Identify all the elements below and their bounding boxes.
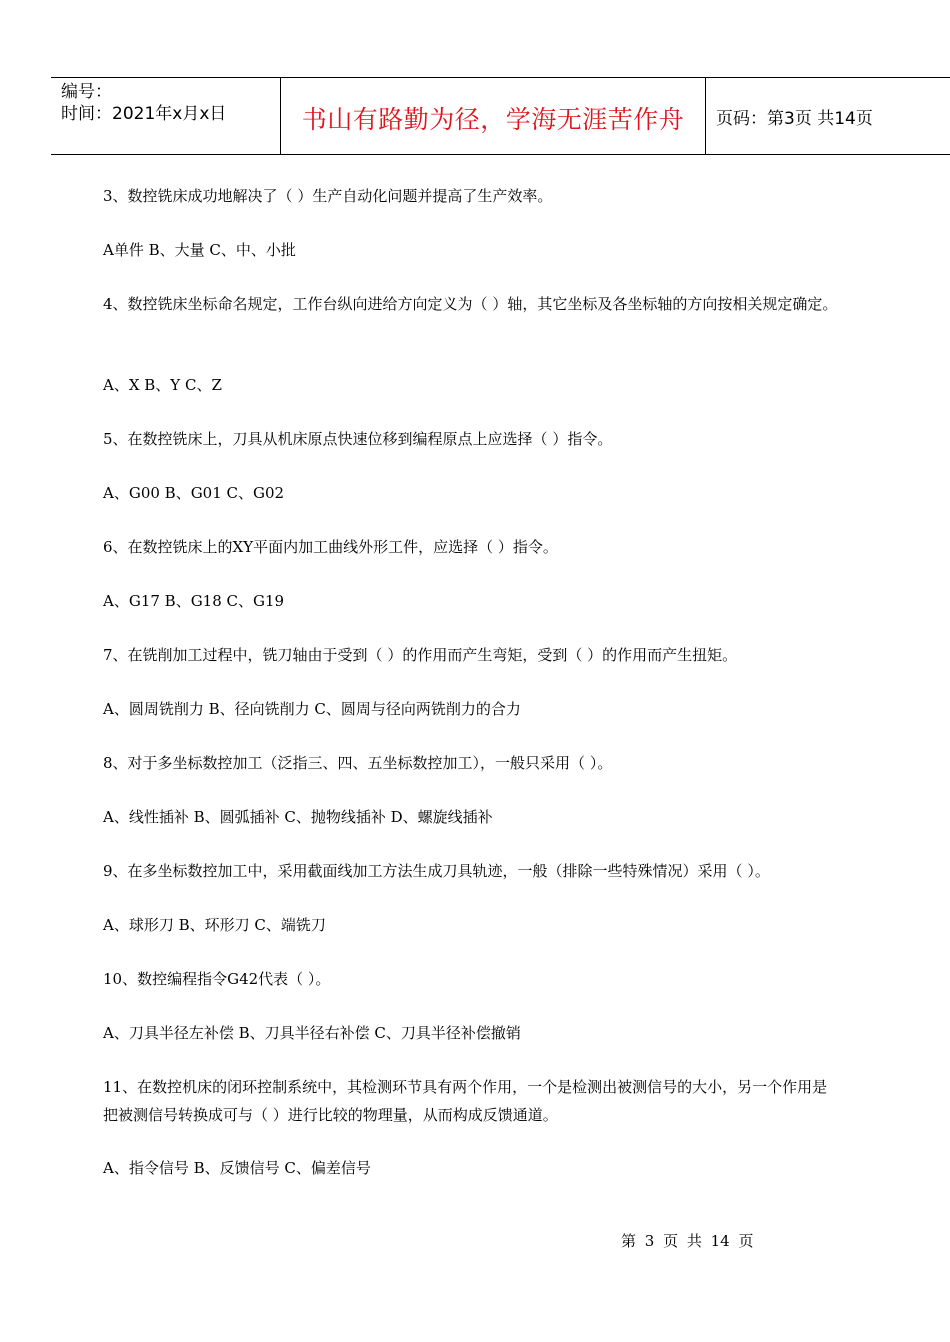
- question-10: 10、数控编程指令G42代表（ ）。: [103, 970, 331, 988]
- header-page-info: 页码：第3页 共14页: [716, 108, 873, 129]
- document-time: 时间：2021年x月x日: [61, 104, 227, 124]
- page-footer: 第 3 页 共 14 页: [621, 1232, 754, 1250]
- question-8: 8、对于多坐标数控加工（泛指三、四、五坐标数控加工），一般只采用（ ）。: [103, 754, 613, 772]
- header-motto: 书山有路勤为径，学海无涯苦作舟: [280, 78, 706, 154]
- options-7: A、圆周铣削力 B、径向铣削力 C、圆周与径向两铣削力的合力: [103, 700, 521, 718]
- header-meta: [51, 78, 280, 154]
- question-7: 7、在铣削加工过程中，铣刀轴由于受到（ ）的作用而产生弯矩，受到（ ）的作用而产生扭矩。: [103, 646, 738, 664]
- question-6: 6、在数控铣床上的XY平面内加工曲线外形工件，应选择（ ）指令。: [103, 538, 558, 556]
- options-8: A、线性插补 B、圆弧插补 C、抛物线插补 D、螺旋线插补: [103, 808, 493, 826]
- options-9: A、球形刀 B、环形刀 C、端铣刀: [103, 916, 326, 934]
- question-11-line1: 11、在数控机床的闭环控制系统中，其检测环节具有两个作用，一个是检测出被测信号的大小，另一个作用是: [103, 1078, 828, 1096]
- options-3: A单件 B、大量 C、中、小批: [103, 241, 296, 259]
- options-10: A、刀具半径左补偿 B、刀具半径右补偿 C、刀具半径补偿撤销: [103, 1024, 521, 1042]
- question-11-line2: 把被测信号转换成可与（ ）进行比较的物理量，从而构成反馈通道。: [103, 1106, 558, 1124]
- document-number-label: 编号：: [61, 82, 112, 102]
- question-4: 4、数控铣床坐标命名规定，工作台纵向进给方向定义为（ ）轴，其它坐标及各坐标轴的方向按相关规定确定。: [103, 295, 838, 313]
- options-11: A、指令信号 B、反馈信号 C、偏差信号: [103, 1159, 371, 1177]
- question-9: 9、在多坐标数控加工中，采用截面线加工方法生成刀具轨迹，一般（排除一些特殊情况）采用（ ）。: [103, 862, 770, 880]
- options-4: A、X B、Y C、Z: [103, 376, 222, 394]
- options-6: A、G17 B、G18 C、G19: [103, 592, 285, 610]
- question-3: 3、数控铣床成功地解决了（ ）生产自动化问题并提高了生产效率。: [103, 187, 553, 205]
- options-5: A、G00 B、G01 C、G02: [103, 484, 285, 502]
- page-header: [51, 77, 950, 155]
- question-5: 5、在数控铣床上，刀具从机床原点快速位移到编程原点上应选择（ ）指令。: [103, 430, 613, 448]
